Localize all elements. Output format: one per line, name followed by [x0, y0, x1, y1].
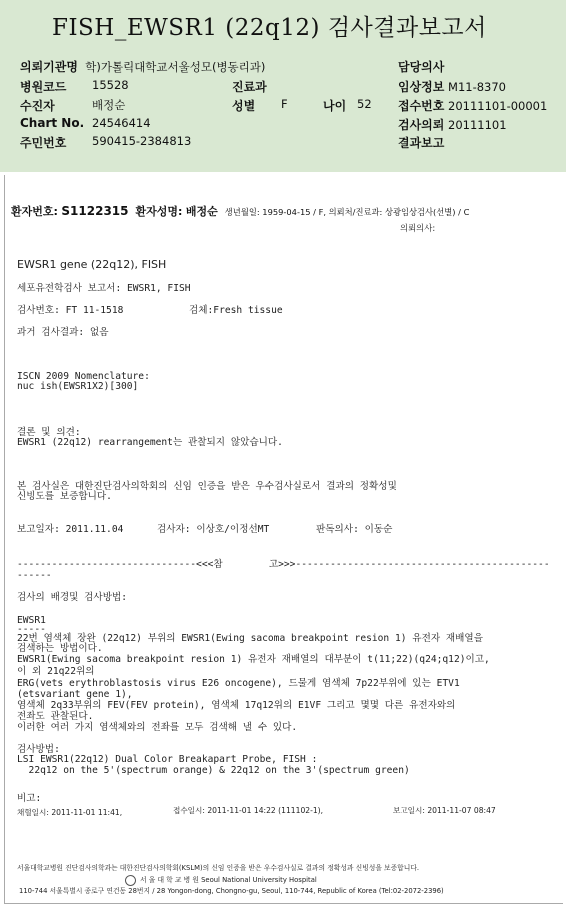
hospital-logo-icon [125, 875, 136, 886]
patient-no-label: 환자번호: [11, 205, 58, 218]
doctor-label-row [398, 58, 444, 75]
clinical-info-value: M11-8370 [448, 80, 507, 94]
patient-name-label: 환자성명: [135, 205, 183, 218]
age-label: 나이 [323, 99, 347, 113]
examiner: 검사자: 이상호/이정선MT [157, 524, 270, 535]
note-title: 비고: [17, 793, 42, 804]
background-line: 이 외 21q22위의 [17, 666, 95, 677]
report-title: FISH_EWSR1 (22q12) 검사결과보고서 [52, 15, 487, 41]
sex-label-row [232, 97, 255, 114]
footer-certification: 서울대학교병원 진단검사의학과는 대한진단검사의학회(KSLM)의 신임 인증을 받은 우수검사실로 결과의 정확성과 신빙성을 보증합니다. [17, 864, 420, 872]
background-line: 22번 염색체 장완 (22q12) 부위의 EWSR1(Ewing sacoma breakpoint resion 1) 유전자 재배열을 [17, 633, 483, 644]
patient-value: 배정순 [92, 98, 126, 112]
background-line: ERG(vets erythroblastosis virus E26 oncogene), 드물게 염색체 7p22부위에 있는 ETV1 [17, 678, 460, 689]
patient-label: 수진자 [20, 99, 55, 113]
institution-label: 의뢰기관명 [20, 60, 78, 74]
collection-datetime: 채혈일시: 2011-11-01 11:41, [17, 808, 123, 817]
patient-line [11, 203, 469, 219]
chart-no-value: 24546414 [92, 116, 151, 130]
age-label-row [323, 97, 346, 114]
institution-value: 학)가톨릭대학교서울성모(병동리과) [85, 60, 266, 74]
hospital-code-row [20, 78, 66, 95]
method-line-2: 22q12 on the 5'(spectrum orange) & 22q12 on the 3'(spectrum green) [17, 765, 410, 776]
scanned-report [4, 175, 563, 904]
result-report-row [398, 134, 444, 151]
footer-address: 110-744 서울특별시 종로구 연건동 28번지 / 28 Yongon-dong, Chongno-gu, Seoul, 110-744, Republic of Korea (Tel:02-2072-2396) [19, 887, 444, 895]
patient-no: S1122315 [61, 204, 129, 218]
reading-doctor: 판독의사: 이동순 [316, 524, 393, 535]
department-label-row [232, 78, 267, 95]
background-line: 전좌도 관찰된다. [17, 711, 94, 722]
request-date-value: 20111101 [448, 118, 507, 132]
clinical-info-label: 임상정보 [398, 80, 445, 94]
past-results: 과거 검사결과: 없음 [17, 327, 109, 338]
doctor-label: 담당의사 [398, 60, 445, 74]
chart-no-label: Chart No. [20, 116, 85, 130]
exam-no: 검사번호: FT 11-1518 [17, 305, 124, 316]
reference-divider: -------------------------------<<<참 고>>>-------------------------------------------- [17, 559, 550, 570]
conclusion-title: 결론 및 의견: [17, 427, 81, 438]
certification-line-1: 본 검사실은 대한진단검사의학회의 신임 인증을 받은 우수검사실로서 결과의 정확성및 [17, 481, 397, 492]
sex-label: 성별 [232, 99, 256, 113]
request-date-label: 검사의뢰 [398, 118, 445, 132]
background-line: (etsvariant gene 1), [17, 689, 133, 700]
report-type: 세포유전학검사 보고서: EWSR1, FISH [17, 283, 191, 294]
resident-no-label: 주민번호 [20, 136, 67, 150]
report-date: 보고일자: 2011.11.04 [17, 524, 124, 535]
resident-no-row [20, 134, 66, 151]
sex-value: F [281, 97, 288, 111]
chart-no-row [20, 116, 84, 130]
request-date-row [398, 116, 507, 133]
certification-line-2: 신빙도를 보증합니다. [17, 491, 112, 502]
footer-hospital [125, 874, 317, 886]
ewsr1-underline: ----- [17, 624, 46, 635]
resident-no-value: 590415-2384813 [92, 134, 192, 148]
background-line: 염색체 2q33부위의 FEV(FEV protein), 염색체 17q12위의 E1VF 그리고 몇몇 다른 유전자와의 [17, 700, 456, 711]
patient-extra: 생년월일: 1959-04-15 / F, 의뢰처/진료과: 상광임상검사(선별) / C [224, 207, 470, 217]
background-title: 검사의 배경및 검사방법: [17, 592, 128, 603]
conclusion-text: EWSR1 (22q12) rearrangement는 관찰되지 않았습니다. [17, 437, 283, 448]
background-line: EWSR1(Ewing sacoma breakpoint resion 1) 유전자 재배열의 대부분이 t(11;22)(q24;q12)이고, [17, 654, 490, 665]
iscn-value: nuc ish(EWSR1X2)[300] [17, 381, 139, 392]
iscn-title: ISCN 2009 Nomenclature: [17, 371, 150, 382]
method-title: 검사방법: [17, 744, 60, 755]
reference-divider-tail: ------ [17, 570, 52, 581]
clinical-info-row [398, 78, 506, 95]
accession-label: 접수번호 [398, 99, 445, 113]
hospital-code-value: 15528 [92, 78, 129, 92]
report-datetime: 보고일시: 2011-11-07 08:47 [393, 806, 496, 815]
background-line: 검색하는 방법이다. [17, 643, 103, 654]
method-line-1: LSI EWSR1(22q12) Dual Color Breakapart Probe, FISH : [17, 754, 318, 765]
requester: 의뢰의사: [400, 223, 436, 233]
receipt-datetime: 접수일시: 2011-11-01 14:22 (111102-1), [173, 806, 324, 815]
age-value: 52 [357, 97, 372, 111]
result-report-label: 결과보고 [398, 136, 445, 150]
footer-hospital-name: 서 울 대 학 교 병 원 Seoul National University Hospital [140, 876, 317, 884]
department-label: 진료과 [232, 80, 267, 94]
specimen: 검체:Fresh tissue [189, 305, 283, 316]
hospital-code-label: 병원코드 [20, 80, 67, 94]
gene-heading: EWSR1 gene (22q12), FISH [17, 258, 167, 271]
patient-name: 배정순 [185, 205, 218, 218]
ewsr1-title: EWSR1 [17, 615, 46, 626]
institution-row [20, 58, 265, 75]
accession-value: 20111101-00001 [448, 99, 548, 113]
patient-label-row [20, 97, 55, 114]
accession-row [398, 97, 547, 114]
background-line: 이러한 여러 가지 염색체와의 전좌를 모두 검색해 낼 수 있다. [17, 722, 298, 733]
